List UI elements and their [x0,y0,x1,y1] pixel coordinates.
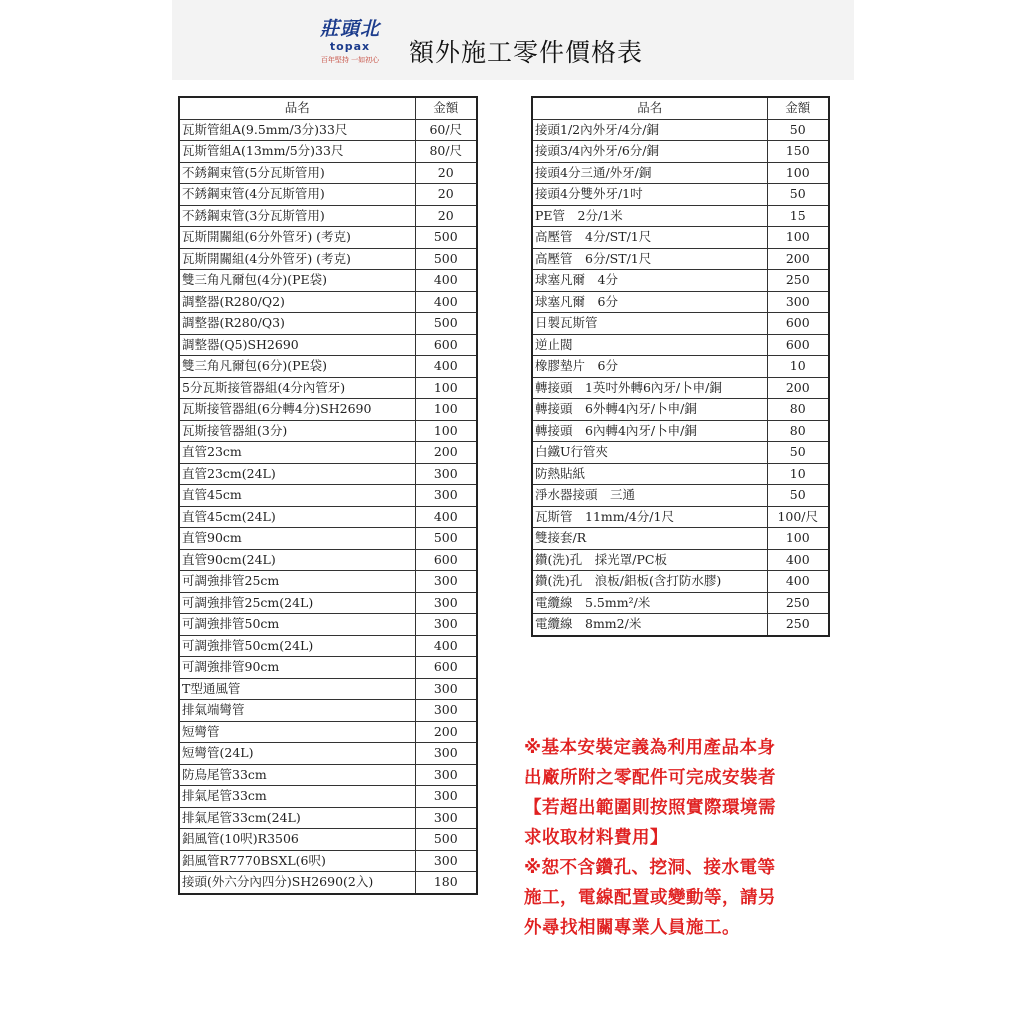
table-row [179,270,477,292]
table-row [532,528,829,550]
table-row [179,227,477,249]
column-header-name: 品名 [179,97,415,119]
table-row [532,485,829,507]
table-row [179,291,477,313]
item-name: 直管90cm [179,528,415,550]
table-row [179,592,477,614]
table-row [179,786,477,808]
table-row [179,850,477,872]
table-row [179,678,477,700]
table-row [179,377,477,399]
item-name: 雙三角凡爾包(4分)(PE袋) [179,270,415,292]
table-row [532,248,829,270]
item-name: 瓦斯開關組(4分外管牙) (考克) [179,248,415,270]
table-row [532,463,829,485]
item-name: 雙接套/R [532,528,767,550]
item-name: 白鐵U行管夾 [532,442,767,464]
item-price: 600 [767,334,829,356]
table-row [179,829,477,851]
table-row [532,592,829,614]
item-price: 300 [415,850,477,872]
brand-logo [300,18,400,80]
table-row [179,399,477,421]
table-row [179,657,477,679]
table-row [179,635,477,657]
item-price: 200 [415,442,477,464]
item-price: 60/尺 [415,119,477,141]
item-price: 80 [767,420,829,442]
item-price: 500 [415,313,477,335]
item-name: 不銹鋼束管(4分瓦斯管用) [179,184,415,206]
item-name: 防鳥尾管33cm [179,764,415,786]
item-price: 300 [415,614,477,636]
item-name: 接頭(外六分內四分)SH2690(2入) [179,872,415,894]
item-price: 10 [767,356,829,378]
table-row [532,399,829,421]
item-name: 瓦斯管組A(13mm/5分)33尺 [179,141,415,163]
item-price: 50 [767,442,829,464]
table-row [179,506,477,528]
item-name: 短彎管(24L) [179,743,415,765]
column-header-name: 品名 [532,97,767,119]
table-row [532,614,829,636]
item-name: 瓦斯接管器組(6分轉4分)SH2690 [179,399,415,421]
item-name: 球塞凡爾 6分 [532,291,767,313]
item-price: 80 [767,399,829,421]
item-name: 調整器(Q5)SH2690 [179,334,415,356]
item-name: 高壓管 6分/ST/1尺 [532,248,767,270]
item-price: 600 [415,549,477,571]
item-price: 200 [415,721,477,743]
item-price: 300 [415,571,477,593]
item-price: 300 [415,463,477,485]
item-name: 接頭1/2內外牙/4分/銅 [532,119,767,141]
note-line: 出廠所附之零配件可完成安裝者 [524,768,776,788]
item-price: 100 [415,377,477,399]
item-name: 接頭4分三通/外牙/銅 [532,162,767,184]
page-title: 額外施工零件價格表 [409,38,644,67]
table-row [532,549,829,571]
table-row [532,442,829,464]
item-name: PE管 2分/1米 [532,205,767,227]
notes-block [524,733,844,943]
item-name: 雙三角凡爾包(6分)(PE袋) [179,356,415,378]
item-price: 300 [415,678,477,700]
table-row [532,162,829,184]
table-row [179,205,477,227]
item-price: 400 [415,506,477,528]
item-price: 100/尺 [767,506,829,528]
item-price: 300 [767,291,829,313]
table-row [532,313,829,335]
item-price: 80/尺 [415,141,477,163]
item-name: 排氣端彎管 [179,700,415,722]
item-name: 調整器(R280/Q3) [179,313,415,335]
item-price: 100 [767,162,829,184]
item-name: 高壓管 4分/ST/1尺 [532,227,767,249]
table-row [179,872,477,894]
item-name: 鋁風管R7770BSXL(6呎) [179,850,415,872]
item-price: 50 [767,485,829,507]
item-price: 500 [415,248,477,270]
item-name: 調整器(R280/Q2) [179,291,415,313]
item-price: 600 [415,657,477,679]
brand-slogan: 百年堅持 一如初心 [320,56,380,64]
item-name: 可調強排管50cm [179,614,415,636]
item-name: 不銹鋼束管(3分瓦斯管用) [179,205,415,227]
table-row [179,764,477,786]
item-price: 300 [415,743,477,765]
item-name: 直管23cm [179,442,415,464]
item-price: 100 [415,399,477,421]
item-name: 瓦斯接管器組(3分) [179,420,415,442]
brand-name-cn: 莊頭北 [319,18,380,40]
note-line: ※恕不含鑽孔、挖洞、接水電等 [524,858,776,878]
table-row [179,463,477,485]
table-row [179,184,477,206]
item-name: 鋁風管(10呎)R3506 [179,829,415,851]
item-price: 500 [415,528,477,550]
item-price: 10 [767,463,829,485]
item-name: 排氣尾管33cm [179,786,415,808]
item-price: 200 [767,377,829,399]
item-name: 橡膠墊片 6分 [532,356,767,378]
item-price: 20 [415,205,477,227]
item-name: 電纜線 5.5mm²/米 [532,592,767,614]
item-name: 轉接頭 1英吋外轉6內牙/卜申/銅 [532,377,767,399]
table-row [532,356,829,378]
note-line: 施工，電線配置或變動等，請另 [524,888,776,908]
table-row [179,614,477,636]
item-name: T型通風管 [179,678,415,700]
table-row [179,442,477,464]
table-row [179,162,477,184]
item-name: 球塞凡爾 4分 [532,270,767,292]
item-name: 接頭4分雙外牙/1吋 [532,184,767,206]
table-row [532,334,829,356]
item-name: 可調強排管25cm(24L) [179,592,415,614]
item-name: 直管45cm [179,485,415,507]
note-line: ※基本安裝定義為利用產品本身 [524,738,776,758]
table-row [532,119,829,141]
item-price: 100 [415,420,477,442]
table-row [179,420,477,442]
item-name: 鑽(洗)孔 浪板/鋁板(含打防水膠) [532,571,767,593]
item-name: 可調強排管50cm(24L) [179,635,415,657]
table-row [179,334,477,356]
item-price: 250 [767,614,829,636]
item-name: 直管23cm(24L) [179,463,415,485]
item-price: 150 [767,141,829,163]
item-price: 300 [415,764,477,786]
table-row [179,549,477,571]
table-row [179,119,477,141]
table-row [179,485,477,507]
table-row [179,571,477,593]
table-row [532,506,829,528]
item-name: 短彎管 [179,721,415,743]
brand-name-en: topax [329,40,371,53]
table-row [532,270,829,292]
item-name: 排氣尾管33cm(24L) [179,807,415,829]
table-row [179,743,477,765]
item-name: 接頭3/4內外牙/6分/銅 [532,141,767,163]
item-name: 直管45cm(24L) [179,506,415,528]
item-price: 300 [415,592,477,614]
item-price: 250 [767,270,829,292]
item-name: 可調強排管90cm [179,657,415,679]
item-price: 600 [767,313,829,335]
item-name: 可調強排管25cm [179,571,415,593]
table-row [179,528,477,550]
item-price: 300 [415,485,477,507]
item-price: 20 [415,162,477,184]
item-price: 400 [415,270,477,292]
item-name: 瓦斯管組A(9.5mm/3分)33尺 [179,119,415,141]
item-price: 600 [415,334,477,356]
item-name: 日製瓦斯管 [532,313,767,335]
note-line: 外尋找相關專業人員施工。 [524,918,740,938]
item-name: 瓦斯開關組(6分外管牙) (考克) [179,227,415,249]
table-row [532,571,829,593]
item-name: 瓦斯管 11mm/4分/1尺 [532,506,767,528]
item-price: 300 [415,807,477,829]
table-row [532,227,829,249]
table-row [179,248,477,270]
table-header-row [179,97,477,119]
table-row [532,141,829,163]
note-line: 【若超出範圍則按照實際環境需 [524,798,776,818]
item-name: 5分瓦斯接管器組(4分內管牙) [179,377,415,399]
table-row [532,377,829,399]
table-row [532,205,829,227]
table-row [179,141,477,163]
column-header-price: 金額 [767,97,829,119]
item-price: 15 [767,205,829,227]
table-row [532,420,829,442]
item-name: 不銹鋼束管(5分瓦斯管用) [179,162,415,184]
item-price: 400 [767,549,829,571]
table-row [532,184,829,206]
item-name: 淨水器接頭 三通 [532,485,767,507]
table-row [179,807,477,829]
item-name: 直管90cm(24L) [179,549,415,571]
table-row [179,313,477,335]
table-row [532,291,829,313]
item-price: 400 [415,635,477,657]
price-table-right [531,96,830,637]
item-price: 500 [415,227,477,249]
item-price: 100 [767,227,829,249]
item-price: 400 [415,356,477,378]
item-name: 防熱貼紙 [532,463,767,485]
item-price: 50 [767,184,829,206]
item-price: 20 [415,184,477,206]
table-row [179,721,477,743]
item-name: 電纜線 8mm2/米 [532,614,767,636]
item-name: 鑽(洗)孔 採光罩/PC板 [532,549,767,571]
item-name: 轉接頭 6內轉4內牙/卜申/銅 [532,420,767,442]
item-price: 300 [415,786,477,808]
item-price: 250 [767,592,829,614]
price-table-left [178,96,478,895]
item-name: 轉接頭 6外轉4內牙/卜申/銅 [532,399,767,421]
item-price: 300 [415,700,477,722]
item-price: 180 [415,872,477,894]
item-price: 200 [767,248,829,270]
table-row [179,356,477,378]
table-header-row [532,97,829,119]
note-line: 求收取材料費用】 [524,828,668,848]
column-header-price: 金額 [415,97,477,119]
table-row [179,700,477,722]
item-price: 500 [415,829,477,851]
item-price: 400 [415,291,477,313]
item-name: 逆止閥 [532,334,767,356]
item-price: 400 [767,571,829,593]
item-price: 100 [767,528,829,550]
item-price: 50 [767,119,829,141]
